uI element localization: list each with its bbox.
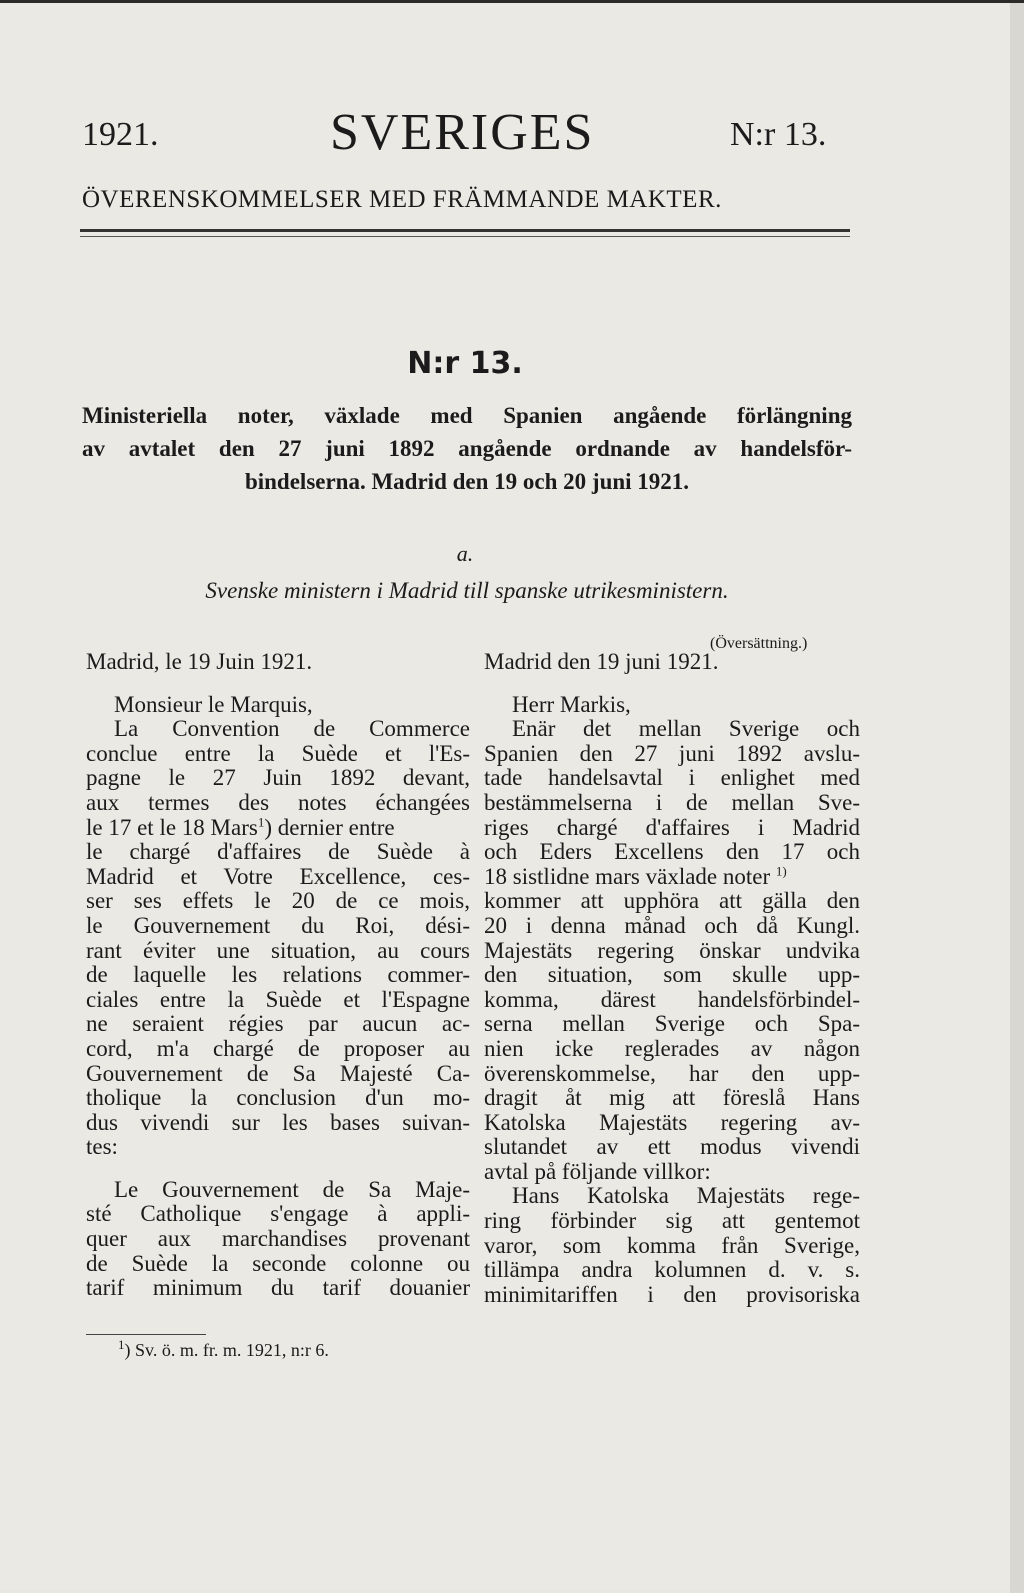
footnote-marker: 1 [118,1337,125,1352]
section-letter: a. [456,541,474,566]
header-rule-thin [80,236,850,237]
paragraph-line: överenskommelse, har den upp- [484,1060,860,1086]
paragraph-line: dus vivendi sur les bases suivan- [86,1109,470,1135]
paragraph-line: bestämmelserna i de mellan Sve- [484,789,860,815]
paragraph-line: Katolska Majestäts regering av- [484,1109,860,1135]
salutation: Herr Markis, [512,691,631,717]
paragraph-line: le 17 et le 18 Mars$^1$) dernier entre [86,813,395,840]
document-number: N:r 13. [407,346,523,381]
paragraph-line: tade handelsavtal i enlighet med [484,765,860,791]
title-line: av avtalet den 27 juni 1892 angående ordnande av handelsför- [82,436,852,461]
paragraph-line: riges chargé d'affaires i Madrid [484,814,860,840]
footnote-rule [86,1334,206,1335]
paragraph-line: ser ses effets le 20 de ce mois, [86,888,470,914]
footnote-marker: 1 [257,813,265,829]
translation-note: (Översättning.) [710,635,808,652]
paragraph-line: den situation, som skulle upp- [484,962,860,988]
paragraph-line: pagne le 27 Juin 1892 devant, [86,765,470,791]
paragraph-line: dragit åt mig att föreslå Hans [484,1085,860,1111]
paragraph-line: La Convention de Commerce [114,716,470,742]
paragraph-line: ciales entre la Suède et l'Espagne [86,986,470,1012]
paragraph-line: Le Gouvernement de Sa Maje- [114,1176,470,1202]
header-year: 1921. [82,116,159,153]
section-title: Svenske ministern i Madrid till spanske utrikesministern. [205,578,729,603]
swedish-column [484,650,860,1307]
header-subtitle: ÖVERENSKOMMELSER MED FRÄMMANDE MAKTER. [82,186,722,213]
paragraph-line: kommer att upphöra att gälla den [484,888,860,914]
paragraph-line: de Suède la seconde colonne ou [86,1250,470,1276]
footnote [118,1337,329,1361]
paragraph-line: Madrid et Votre Excellence, ces- [86,863,470,889]
paragraph-line: serna mellan Sverige och Spa- [484,1011,860,1037]
paragraph-line: 18 sistlidne mars växlade noter $^{1)}$ [484,863,787,889]
title-line: bindelserna. Madrid den 19 och 20 juni 1921. [244,469,690,494]
paragraph-line: varor, som komma från Sverige, [484,1232,860,1258]
paragraph-line: sté Catholique s'engage à appli- [86,1201,470,1227]
paragraph-line: ring förbinder sig att gentemot [484,1208,860,1234]
header-number: N:r 13. [730,116,827,153]
paragraph-line: minimitariffen i den provisoriska [484,1281,860,1307]
paragraph-line: Spanien den 27 juni 1892 avslu- [484,740,860,766]
salutation: Monsieur le Marquis, [114,691,313,717]
paragraph-line: de laquelle les relations commer- [86,962,470,988]
paragraph-line: Enär det mellan Sverige och [512,716,860,742]
paragraph-line: tholique la conclusion d'un mo- [86,1085,470,1111]
paragraph-line: komma, därest handelsförbindel- [484,986,860,1012]
letter-date: Madrid, le 19 Juin 1921. [86,649,313,674]
paragraph-line: rant éviter une situation, au cours [86,937,470,963]
paragraph-line: tes: [86,1134,118,1160]
french-column [86,650,470,1301]
paragraph-line: tarif minimum du tarif douanier [86,1275,470,1301]
paragraph-line: conclue entre la Suède et l'Es- [86,740,470,766]
footnote-text: ) Sv. ö. m. fr. m. 1921, n:r 6. [124,1340,329,1360]
paragraph-line: ne seraient régies par aucun ac- [86,1011,470,1037]
paragraph-line: slutandet av ett modus vivendi [484,1134,860,1160]
document-title [82,399,852,498]
paragraph-line: nien icke reglerades av någon [484,1035,860,1061]
paragraph-line: Majestäts regering önskar undvika [484,937,860,963]
paragraph-line: le Gouvernement du Roi, dési- [86,912,470,938]
paragraph-line: avtal på följande villkor: [484,1158,711,1184]
paragraph-line: quer aux marchandises provenant [86,1226,470,1252]
paragraph-line: le chargé d'affaires de Suède à [86,839,470,865]
footnote-marker: 1) [775,863,787,879]
paragraph-line: Gouvernement de Sa Majesté Ca- [86,1060,470,1086]
paragraph-line: 20 i denna månad och då Kungl. [484,912,860,938]
paragraph-line: aux termes des notes échangées [86,789,470,815]
paragraph-line: cord, m'a chargé de proposer au [86,1035,470,1061]
header-rule-thick [80,229,850,232]
letter-date: Madrid den 19 juni 1921. [484,649,719,674]
page-edge-shadow [1010,3,1024,1593]
header-country: SVERIGES [330,104,595,161]
paragraph-line: och Eders Excellens den 17 och [484,839,860,865]
paragraph-line: Hans Katolska Majestäts rege- [512,1183,860,1209]
paragraph-line: tillämpa andra kolumnen d. v. s. [484,1257,860,1283]
title-line: Ministeriella noter, växlade med Spanien angående förlängning [82,403,852,428]
